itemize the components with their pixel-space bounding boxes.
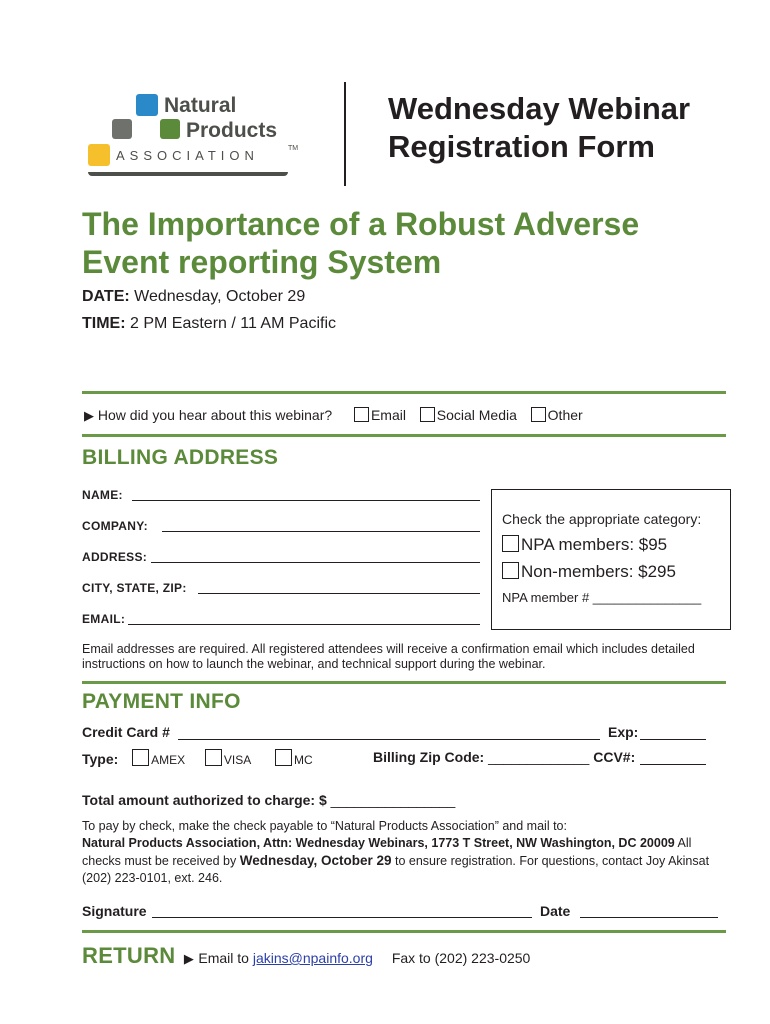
hear-option-other[interactable] xyxy=(531,407,583,423)
category-non-members[interactable] xyxy=(502,562,676,582)
hear-question: How did you hear about this webinar? xyxy=(97,407,333,423)
billing-zip-row xyxy=(373,749,635,765)
city-state-zip-label: CITY, STATE, ZIP: xyxy=(82,581,187,595)
category-npa-members-label: NPA members: $95 xyxy=(521,535,668,554)
card-type-mc-label: MC xyxy=(294,753,313,767)
return-email-link[interactable]: jakins@npainfo.org xyxy=(252,950,373,966)
exp-field[interactable] xyxy=(640,739,706,740)
billing-zip-field[interactable]: _____________ xyxy=(484,749,590,765)
return-row xyxy=(82,943,530,969)
logo-square-yellow xyxy=(88,144,110,166)
credit-card-field[interactable] xyxy=(178,739,600,740)
form-title-line2: Registration Form xyxy=(388,129,655,164)
event-date xyxy=(82,288,305,306)
event-title-line2: Event reporting System xyxy=(82,244,442,280)
card-type-visa-label: VISA xyxy=(223,753,252,767)
card-type-row xyxy=(82,749,313,767)
exp-label: Exp: xyxy=(608,724,639,740)
checkbox-mc[interactable] xyxy=(275,749,292,766)
total-row xyxy=(82,792,455,808)
credit-card-row xyxy=(82,724,170,740)
category-title: Check the appropriate category: xyxy=(502,511,702,527)
checkbox-npa-members[interactable] xyxy=(502,535,519,552)
logo-text-natural: Natural xyxy=(164,94,237,117)
sign-date-field[interactable] xyxy=(580,917,718,918)
return-arrow-icon: ▶ xyxy=(183,951,194,966)
signature-label: Signature xyxy=(82,903,147,919)
email-label: EMAIL: xyxy=(82,612,126,626)
credit-card-label: Credit Card # xyxy=(82,724,170,740)
date-value: Wednesday, October 29 xyxy=(129,288,306,305)
checkbox-amex[interactable] xyxy=(132,749,149,766)
total-field[interactable]: ________________ xyxy=(330,792,456,808)
checkbox-social-media[interactable] xyxy=(420,407,435,422)
category-non-members-label: Non-members: $295 xyxy=(521,562,676,581)
hear-option-social[interactable] xyxy=(420,407,517,423)
checkbox-visa[interactable] xyxy=(205,749,222,766)
checkbox-email[interactable] xyxy=(354,407,369,422)
email-field[interactable] xyxy=(128,624,480,625)
event-title-line1: The Importance of a Robust Adverse xyxy=(82,206,640,242)
logo-text-products: Products xyxy=(186,119,278,142)
hear-option-other-label: Other xyxy=(547,407,583,423)
form-title-line1: Wednesday Webinar xyxy=(388,91,691,126)
logo-square-gray xyxy=(112,119,132,139)
card-type-mc[interactable] xyxy=(275,753,313,767)
card-type-amex[interactable] xyxy=(132,753,185,767)
rule-return xyxy=(82,930,726,933)
checkbox-other[interactable] xyxy=(531,407,546,422)
card-type-amex-label: AMEX xyxy=(151,753,186,767)
name-label: NAME: xyxy=(82,488,123,502)
npa-logo xyxy=(86,92,306,184)
header-divider xyxy=(344,82,346,186)
time-value: 2 PM Eastern / 11 AM Pacific xyxy=(125,315,336,332)
npa-member-number[interactable]: NPA member # _______________ xyxy=(502,590,702,605)
rule-payment xyxy=(82,681,726,684)
email-note: Email addresses are required. All registered attendees will receive a confirmation email which includes detailed instructions on how to launch the webinar, and technical support during the webinar. xyxy=(82,642,695,671)
company-label: COMPANY: xyxy=(82,519,148,533)
time-label: TIME: xyxy=(82,315,126,332)
return-fax: Fax to (202) 223-0250 xyxy=(391,950,531,966)
form-title xyxy=(388,90,690,166)
check-address: Natural Products Association, Attn: Wednesday Webinars, 1773 T Street, NW Washington, DC 20009 xyxy=(82,836,675,850)
logo-tm: TM xyxy=(288,145,299,152)
billing-zip-label: Billing Zip Code: xyxy=(373,749,485,765)
rule-top xyxy=(82,391,726,394)
card-type-visa[interactable] xyxy=(205,753,251,767)
category-box xyxy=(491,489,731,630)
ccv-label: CCV#: xyxy=(589,749,636,765)
sign-date-label: Date xyxy=(540,903,571,919)
event-time xyxy=(82,315,336,333)
hear-option-email-label: Email xyxy=(370,407,406,423)
hear-option-email[interactable] xyxy=(354,407,406,423)
logo-swoosh xyxy=(88,172,288,176)
logo-text-association: ASSOCIATION xyxy=(116,148,259,163)
check-instructions xyxy=(82,818,727,887)
return-email-prefix: Email to xyxy=(198,950,253,966)
total-label: Total amount authorized to charge: $ xyxy=(82,792,331,808)
ccv-field[interactable] xyxy=(640,764,706,765)
company-field[interactable] xyxy=(162,531,480,532)
address-label: ADDRESS: xyxy=(82,550,148,564)
logo-square-green xyxy=(160,119,180,139)
type-label: Type: xyxy=(82,751,119,767)
billing-heading: BILLING ADDRESS xyxy=(82,446,279,469)
return-heading: RETURN xyxy=(82,943,176,968)
check-tail: to ensure registration. For questions, contact Joy Akinsat (202) 223-0101, ext. 246. xyxy=(82,854,710,885)
city-state-zip-field[interactable] xyxy=(198,593,480,594)
rule-billing xyxy=(82,434,726,437)
hear-option-social-label: Social Media xyxy=(436,407,517,423)
logo-square-blue xyxy=(136,94,158,116)
check-deadline: Wednesday, October 29 xyxy=(239,853,392,868)
payment-heading: PAYMENT INFO xyxy=(82,690,241,713)
name-field[interactable] xyxy=(132,500,480,501)
event-title xyxy=(82,205,639,281)
checkbox-non-members[interactable] xyxy=(502,562,519,579)
signature-field[interactable] xyxy=(152,917,532,918)
check-line1: To pay by check, make the check payable to “Natural Products Association” and mail to: xyxy=(82,819,567,833)
address-field[interactable] xyxy=(151,562,480,563)
category-npa-members[interactable] xyxy=(502,535,667,555)
hear-about-row xyxy=(84,407,583,424)
check-mid: All checks must be received by xyxy=(82,836,692,868)
arrow-icon: ▶ xyxy=(84,408,94,423)
date-label: DATE: xyxy=(82,288,130,305)
